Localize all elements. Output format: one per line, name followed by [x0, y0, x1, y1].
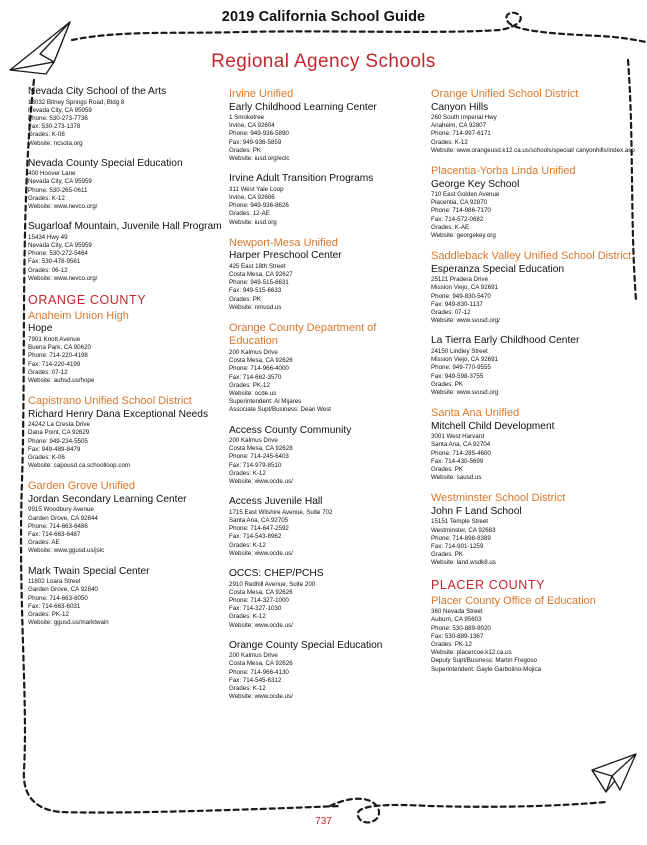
directory-column-1	[28, 86, 228, 637]
school-entry	[28, 409, 228, 471]
school-name: Mark Twain Special Center	[28, 565, 150, 577]
school-website: Website: sausd.us	[431, 474, 482, 482]
school-detail-line: 200 Kalmus Drive	[229, 652, 278, 660]
school-website: Website: www.nevco.org/	[28, 203, 98, 211]
school-detail-line: Grades: K-12	[431, 138, 468, 146]
school-detail-line: Fax: 714-430-5699	[431, 457, 484, 465]
school-detail-line: Nevada City, CA 95959	[28, 241, 92, 249]
school-detail-line: 2910 Redhill Avenue, Suite 200	[229, 580, 316, 588]
school-entry	[431, 102, 645, 156]
school-detail-line: Phone: 714-663-6050	[28, 594, 88, 602]
school-detail-line: Fax: 714-901-1259	[431, 543, 484, 550]
school-website: Website: www.ocde.us/	[229, 693, 293, 701]
school-detail-line: Irvine, CA 92604	[229, 122, 275, 130]
district-heading: Irvine Unified	[229, 88, 294, 100]
school-detail-line: Fax: 714-663-6031	[28, 602, 81, 610]
school-name: Sugarloaf Mountain, Juvenile Hall Program	[28, 221, 222, 233]
school-website: Website: ncsota.org	[28, 139, 83, 147]
school-website: Website: auhsd.us/hope	[28, 376, 95, 384]
school-detail-line: Grades: K-12	[28, 194, 65, 202]
school-detail-line: Grades: PK	[431, 551, 463, 559]
school-name: George Key School	[431, 178, 520, 190]
school-detail-line: Grades: K-12	[229, 469, 266, 477]
school-name: Harper Preschool Center	[229, 250, 342, 262]
school-detail-line: Fax: 714-327-1030	[229, 605, 282, 613]
school-detail-line: 400 Hoover Lane	[28, 170, 76, 178]
school-website: Website: ggusd.us/marktwain	[28, 619, 109, 627]
school-detail-line: Nevada City, CA 95959	[28, 178, 92, 186]
school-entry	[229, 173, 427, 227]
school-entry	[229, 496, 427, 558]
school-detail-line: Costa Mesa, CA 92627	[229, 270, 293, 278]
school-entry	[431, 506, 645, 568]
school-detail-line: Irvine, CA 92606	[229, 193, 275, 201]
district-heading: Placer County Office of Education	[431, 594, 596, 607]
school-detail-line: Grades: PK	[431, 465, 463, 473]
school-detail-line: Fax: 714-220-4199	[28, 360, 81, 368]
school-detail-line: Phone: 714-220-4198	[28, 352, 88, 360]
school-name: John F Land School	[431, 505, 522, 517]
school-detail-line: Fax: 714-572-0682	[431, 215, 484, 223]
school-name: Canyon Hills	[431, 101, 489, 113]
district-heading: Orange Unified School District	[431, 88, 579, 100]
school-detail-line: Fax: 530-273-1378	[28, 123, 81, 131]
school-detail-line: Phone: 949-770-9555	[431, 364, 491, 372]
page-number: 737	[315, 816, 332, 827]
school-detail-line: Phone: 530-889-8020	[431, 624, 491, 632]
school-entry	[229, 349, 427, 415]
school-entry	[28, 86, 228, 148]
school-detail-line: Grades: 07-12	[431, 309, 471, 317]
school-name: Hope	[28, 323, 53, 335]
school-detail-line: Fax: 949-515-6633	[229, 287, 282, 295]
school-detail-line: Phone: 714-997-6171	[431, 130, 491, 138]
school-detail-line: Fax: 949-936-5859	[229, 138, 282, 146]
school-detail-line: Grades: PK	[229, 295, 261, 303]
school-name: Mitchell Child Development	[431, 420, 555, 432]
school-detail-line: Grades: K-12	[229, 613, 266, 621]
district-heading: Westminster School District	[431, 492, 566, 505]
school-name: Access County Community	[229, 424, 352, 436]
school-detail-line: 1715 East Wilshire Avenue, Suite 702	[229, 508, 333, 516]
county-heading: ORANGE COUNTY	[28, 292, 147, 307]
school-detail-line: Westminster, CA 92683	[431, 526, 496, 534]
school-detail-line: 260 South Imperial Hwy	[431, 114, 497, 121]
school-detail-line: 7901 Knott Avenue	[28, 335, 81, 343]
school-website: Website: www.svusd.org	[431, 388, 499, 396]
school-website: Website: land.wsdk8.us	[431, 559, 496, 567]
school-detail-line: Costa Mesa, CA 92628	[229, 445, 293, 453]
school-entry	[229, 425, 427, 487]
district-heading: Anaheim Union High	[28, 309, 129, 322]
district-heading: Capistrano Unified School District	[28, 395, 192, 408]
school-website: Website: iusd.org	[229, 218, 277, 226]
school-name: OCCS: CHEP/PCHS	[229, 568, 324, 580]
school-detail-line: Mission Viejo, CA 92691	[431, 356, 498, 364]
school-detail-line: 24150 Lindley Street	[431, 347, 488, 355]
school-website: Website: www.orangeusd.k12.ca.us/schools/special/ canyonhills/index.asp	[431, 146, 635, 154]
school-detail-line: Dana Point, CA 92629	[28, 429, 90, 437]
school-name: Esperanza Special Education	[431, 263, 565, 275]
school-detail-line: Phone: 949-515-6631	[229, 279, 289, 287]
school-entry	[229, 640, 427, 702]
school-entry	[229, 568, 427, 630]
school-website: Website: placercoe.k12.ca.us	[431, 649, 512, 657]
school-entry	[431, 264, 645, 326]
school-name: La Tierra Early Childhood Center	[431, 335, 580, 347]
school-detail-line: Phone: 714-966-4130	[229, 668, 289, 676]
guide-title: 2019 California School Guide	[221, 9, 426, 25]
school-detail-line: Grades: K-06	[28, 453, 65, 461]
school-website: Website: www.ocde.us/	[229, 549, 293, 557]
school-detail-line: Costa Mesa, CA 92626	[229, 357, 293, 365]
directory-column-3	[431, 86, 645, 684]
school-detail-line: Garden Grove, CA 92840	[28, 586, 98, 594]
school-detail-line: Fax: 714-545-6312	[229, 676, 282, 684]
school-detail-line: Phone: 714-285-4600	[431, 449, 491, 457]
school-detail-line: 200 Kalmus Drive	[229, 348, 278, 356]
school-detail-line: Phone: 530-272-5464	[28, 250, 88, 258]
school-detail-line: Fax: 714-979-8510	[229, 461, 282, 469]
district-heading: Saddleback Valley Unified School District	[431, 250, 632, 263]
school-detail-line: 425 East 18th Street	[229, 262, 286, 270]
school-detail-line: 360 Nevada Street	[431, 608, 483, 616]
school-detail-line: Fax: 530-889-1367	[431, 632, 484, 640]
school-detail-line: 15434 Hwy 49	[28, 233, 68, 241]
school-detail-line: Grades: PK	[229, 146, 261, 154]
school-name: Jordan Secondary Learning Center	[28, 493, 187, 505]
school-detail-line: Santa Ana, CA 92704	[431, 441, 491, 449]
school-detail-line: Associate Supt/Business: Dean West	[229, 406, 332, 414]
school-detail-line: 311 West Yale Loop	[229, 185, 284, 193]
school-detail-line: Phone: 714-986-7170	[431, 207, 491, 215]
school-entry	[28, 158, 228, 212]
district-heading: Garden Grove Unified	[28, 480, 135, 493]
school-entry	[431, 179, 645, 241]
school-detail-line: Grades: K-12	[229, 685, 266, 693]
school-detail-line: Fax: 530-478-9561	[28, 258, 81, 266]
school-detail-line: Grades: K-12	[229, 541, 266, 549]
school-detail-line: Anaheim, CA 92807	[431, 122, 487, 130]
school-detail-line: 11802 Loara Street	[28, 578, 81, 586]
school-detail-line: Costa Mesa, CA 92626	[229, 660, 293, 668]
school-website: Website: capousd.ca.schoolloop.com	[28, 462, 131, 470]
school-detail-line: Phone: 714-245-6403	[229, 453, 289, 461]
school-detail-line: Phone: 949-936-8626	[229, 202, 289, 210]
school-detail-line: Mission Viejo, CA 92691	[431, 284, 498, 292]
school-website: Website: www.ocde.us/	[229, 621, 293, 629]
school-name: Nevada City School of the Arts	[28, 86, 167, 97]
school-entry	[28, 566, 228, 628]
school-detail-line: Auburn, CA 95603	[431, 616, 482, 624]
school-detail-line: 15151 Temple Street	[431, 518, 488, 526]
school-detail-line: Placentia, CA 92870	[431, 199, 488, 207]
district-heading: Santa Ana Unified	[431, 407, 520, 420]
page-title: Regional Agency Schools	[211, 51, 436, 72]
school-detail-line: Phone: 714-898-8389	[431, 534, 491, 542]
school-detail-line: Garden Grove, CA 92844	[28, 514, 98, 522]
school-detail-line: Superintendent: Al Mijares	[229, 398, 302, 406]
school-detail-line: Fax: 714-543-8962	[229, 533, 282, 541]
school-detail-line: Grades: PK	[431, 380, 463, 388]
school-entry	[28, 221, 228, 283]
school-detail-line: 24242 La Cresta Drive	[28, 421, 90, 429]
school-detail-line: Grades: 07-12	[28, 368, 68, 376]
school-detail-line: Phone: 714-647-2592	[229, 525, 289, 533]
directory-column-2	[229, 86, 427, 711]
school-detail-line: Grades: PK-12	[28, 610, 69, 618]
school-detail-line: Nevada City, CA 95959	[28, 106, 92, 114]
school-name: Richard Henry Dana Exceptional Needs	[28, 408, 209, 420]
school-website: Website: www.ocde.us/	[229, 478, 293, 486]
school-entry	[28, 494, 228, 556]
school-detail-line: Phone: 714-966-4000	[229, 365, 289, 373]
school-detail-line: Phone: 949-936-5890	[229, 130, 289, 138]
school-detail-line: Fax: 949-830-1137	[431, 300, 483, 308]
school-detail-line: Phone: 949-830-5470	[431, 292, 491, 300]
district-heading: Newport-Mesa Unified	[229, 236, 338, 249]
school-detail-line: Grades: PK-12	[431, 640, 472, 648]
school-detail-line: Grades: K-AE	[431, 223, 470, 231]
school-detail-line: Grades: K-08	[28, 131, 65, 139]
school-website: Website: www.svusd.org/	[431, 317, 501, 325]
school-detail-line: Phone: 530-265-0611	[28, 186, 88, 194]
school-name: Early Childhood Learning Center	[229, 101, 377, 113]
school-entry	[431, 421, 645, 483]
school-detail-line: Phone: 714-663-6486	[28, 522, 88, 530]
school-detail-line: Phone: 949-234-5505	[28, 437, 88, 445]
school-detail-line: Fax: 949-598-3755	[431, 372, 484, 380]
school-website: Website: nmusd.us	[229, 303, 282, 311]
school-website: Website: ocde.us	[229, 389, 277, 397]
school-website: Website: georgekey.org	[431, 232, 496, 240]
school-detail-line: Buena Park, CA 90620	[28, 344, 91, 352]
school-detail-line: Phone: 530-273-7736	[28, 114, 88, 122]
school-detail-line: 1 Smoketree	[229, 114, 265, 121]
school-detail-line: 710 East Golden Avenue	[431, 191, 500, 199]
school-detail-line: 200 Kalmus Drive	[229, 437, 278, 445]
district-heading: Placentia-Yorba Linda Unified	[431, 165, 576, 178]
school-detail-line: Phone: 714-327-1000	[229, 596, 289, 604]
school-website: Website: www.ggusd.us/jslc	[28, 547, 105, 555]
school-detail-line: Grades: AE	[28, 539, 60, 547]
school-detail-line: 9915 Woodbury Avenue	[28, 506, 94, 514]
school-name: Irvine Adult Transition Programs	[229, 173, 374, 185]
district-heading: Orange County Department of Education	[229, 321, 377, 348]
school-detail-line: Fax: 714-663-6487	[28, 531, 81, 538]
school-detail-line: Superintendent: Gayle Garbolino-Mojica	[431, 665, 542, 673]
school-entry	[28, 323, 228, 385]
school-detail-line: Fax: 714-662-3570	[229, 373, 282, 381]
school-name: Nevada County Special Education	[28, 157, 183, 169]
paper-airplane-icon	[592, 754, 636, 792]
school-detail-line: Grades: 06-12	[28, 266, 68, 274]
school-name: Access Juvenile Hall	[229, 496, 323, 508]
school-detail-line: 3001 West Harvard	[431, 433, 485, 441]
school-detail-line: Deputy Supt/Business: Martin Fregoso	[431, 657, 537, 665]
school-detail-line: Grades: 12-AE	[229, 210, 270, 218]
school-name: Orange County Special Education	[229, 639, 383, 651]
school-detail-line: Fax: 949-489-8479	[28, 445, 81, 453]
school-entry	[431, 608, 645, 674]
county-heading: PLACER COUNTY	[431, 577, 546, 592]
school-detail-line: Santa Ana, CA 92705	[229, 517, 289, 524]
school-detail-line: 13032 Bitney Springs Road, Bldg 8	[28, 98, 125, 106]
school-entry	[229, 250, 427, 312]
school-detail-line: Costa Mesa, CA 92626	[229, 588, 293, 596]
school-detail-line: Grades: PK-12	[229, 381, 270, 389]
school-detail-line: 25121 Pradera Drive	[431, 276, 489, 284]
school-entry	[431, 335, 645, 397]
school-website: Website: www.nevco.org/	[28, 274, 98, 282]
school-entry	[229, 102, 427, 164]
school-website: Website: iusd.org/eclc	[229, 155, 290, 163]
